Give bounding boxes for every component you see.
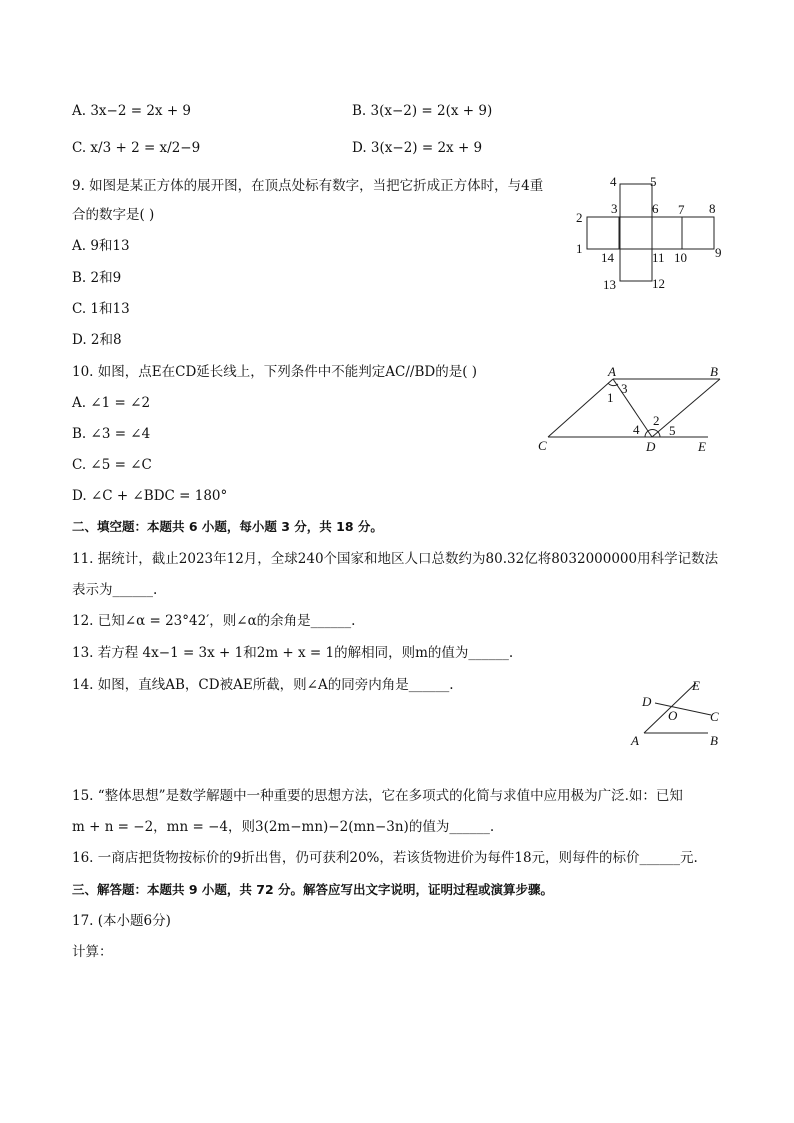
q16-text: 16. 一商店把货物按标价的9折出售，仍可获利20%，若该货物进价为每件18元，则每件的标价______元. [72, 850, 698, 866]
point-d: D [642, 694, 652, 709]
q10-option-a: A. ∠1 = ∠2 [72, 395, 151, 411]
q9-option-d: D. 2和8 [72, 332, 122, 348]
q9-option-b: B. 2和9 [72, 270, 122, 286]
cube-net-figure [570, 172, 730, 297]
q14-text: 14. 如图，直线AB，CD被AE所截，则∠A的同旁内角是______. [72, 677, 454, 693]
section2-heading: 二、填空题：本题共 6 小题，每小题 3 分，共 18 分。 [72, 519, 383, 534]
net-label-6: 6 [652, 201, 659, 216]
angle-2: 2 [653, 413, 660, 428]
q9-option-a: A. 9和13 [72, 238, 130, 254]
q11-line1: 11. 据统计，截止2023年12月，全球240个国家和地区人口总数约为80.32亿将8032000000用科学记数法 [72, 551, 719, 567]
section3-heading: 三、解答题：本题共 9 小题，共 72 分。解答应写出文字说明，证明过程或演算步骤。 [72, 882, 554, 897]
q11-line2: 表示为______. [72, 582, 158, 598]
q8-option-b: B. 3(x−2) = 2(x + 9) [352, 103, 493, 119]
angle-5: 5 [669, 423, 676, 438]
net-label-1: 1 [576, 241, 583, 256]
net-label-12: 12 [652, 276, 665, 291]
q9-stem-line2: 合的数字是( ) [72, 207, 155, 223]
net-label-4: 4 [610, 174, 617, 189]
q12-text: 12. 已知∠α = 23°42′，则∠α的余角是______. [72, 613, 356, 629]
q8-option-d: D. 3(x−2) = 2x + 9 [352, 140, 483, 156]
point-e: E [692, 678, 700, 693]
net-label-3: 3 [611, 201, 618, 216]
q13-text: 13. 若方程 4x−1 = 3x + 1和2m + x = 1的解相同，则m的值为______. [72, 645, 514, 661]
q15-line2: m + n = −2，mn = −4，则3(2m−mn)−2(mn−3n)的值为______. [72, 819, 495, 835]
transversal-figure [628, 675, 728, 750]
q10-option-c: C. ∠5 = ∠C [72, 457, 152, 473]
point-c: C [538, 438, 547, 453]
net-label-8: 8 [709, 201, 716, 216]
q9-option-c: C. 1和13 [72, 301, 130, 317]
angle-1: 1 [607, 390, 614, 405]
net-label-2: 2 [576, 210, 583, 225]
net-label-11: 11 [652, 250, 665, 265]
point-c: C [710, 709, 719, 724]
net-label-10: 10 [674, 250, 687, 265]
parallel-lines-figure [530, 362, 730, 457]
angle-3: 3 [621, 381, 628, 396]
q10-stem: 10. 如图，点E在CD延长线上，下列条件中不能判定AC//BD的是( ) [72, 364, 478, 380]
angle-4: 4 [633, 422, 640, 437]
net-label-14: 14 [601, 250, 614, 265]
q8-option-c: C. x/3 + 2 = x/2−9 [72, 140, 201, 156]
q8-option-a: A. 3x−2 = 2x + 9 [72, 103, 192, 119]
q17-title: 17. (本小题6分) [72, 913, 171, 929]
q9-stem-line1: 9. 如图是某正方体的展开图，在顶点处标有数字，当把它折成正方体时，与4重 [72, 178, 544, 194]
point-a: A [631, 733, 639, 748]
q10-option-d: D. ∠C + ∠BDC = 180° [72, 488, 228, 504]
point-o: O [668, 708, 678, 723]
q15-line1: 15. “整体思想”是数学解题中一种重要的思想方法，它在多项式的化简与求值中应用极为广泛.如：已知 [72, 788, 683, 804]
q10-option-b: B. ∠3 = ∠4 [72, 426, 151, 442]
point-d: D [646, 439, 656, 454]
net-label-13: 13 [603, 277, 616, 292]
net-label-7: 7 [678, 202, 685, 217]
net-label-5: 5 [650, 174, 657, 189]
point-e: E [698, 439, 706, 454]
net-label-9: 9 [715, 245, 722, 260]
point-b: B [710, 364, 718, 379]
point-a: A [608, 364, 616, 379]
point-b: B [710, 733, 718, 748]
q17-prompt: 计算： [72, 944, 113, 960]
